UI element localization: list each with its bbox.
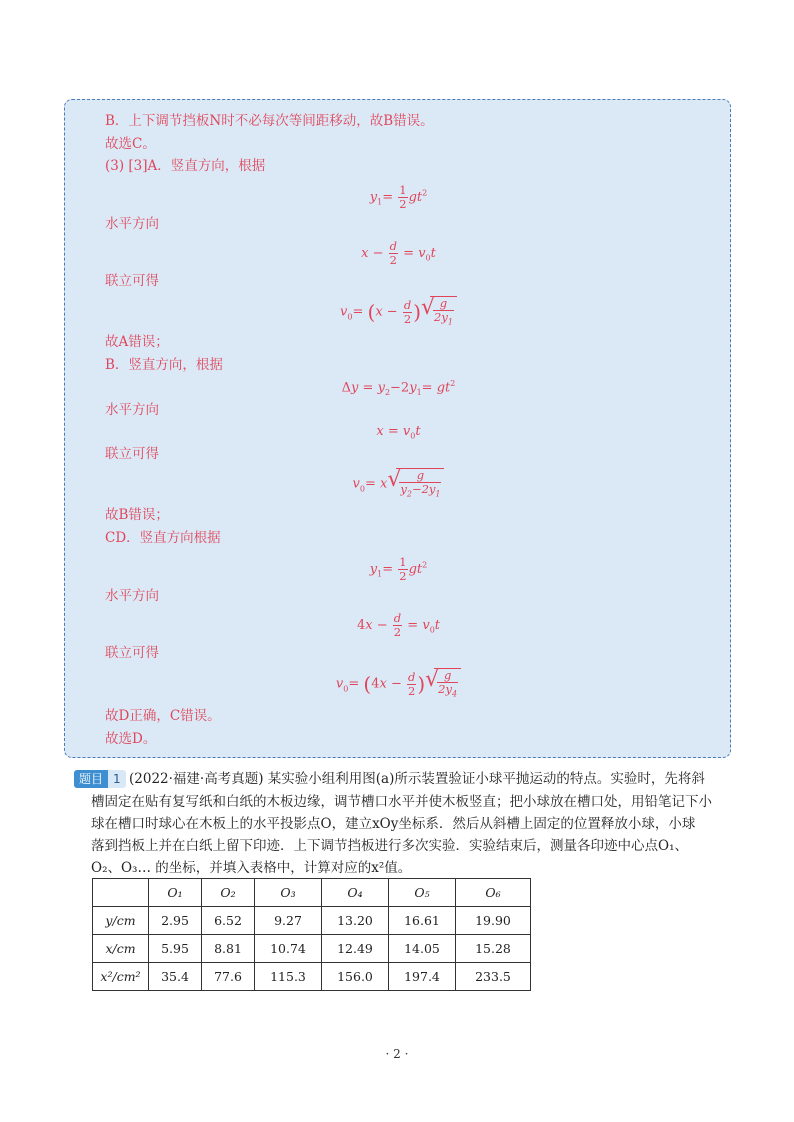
- table-header-row: [93, 879, 531, 907]
- data-table: [92, 878, 531, 991]
- table-header-cell: O₂: [202, 879, 255, 907]
- table-cell: 12.49: [322, 935, 389, 963]
- table-cell: 5.95: [149, 935, 202, 963]
- solution-line: 联立可得: [105, 273, 159, 289]
- table-row: [93, 935, 531, 963]
- problem-line: O₂、O₃… 的坐标，并填入表格中，计算对应的x²值。: [91, 860, 412, 876]
- solution-line: 故A错误；: [105, 334, 169, 350]
- table-cell: 156.0: [322, 963, 389, 991]
- solution-line: 联立可得: [105, 446, 159, 462]
- page-number: · 2 ·: [385, 1047, 409, 1061]
- formula-dy: $\Delta y = y_2-2y_1= gt^2$: [341, 379, 456, 397]
- solution-line: B．上下调节挡板N时不必每次等间距移动，故B错误。: [105, 113, 434, 129]
- solution-line: (3) [3]A．竖直方向，根据: [105, 158, 266, 174]
- table-cell: 77.6: [202, 963, 255, 991]
- problem-line: 球在槽口时球心在木板上的水平投影点O，建立xOy坐标系．然后从斜槽上固定的位置释放小球，小球: [91, 816, 696, 832]
- table-cell: 6.52: [202, 907, 255, 935]
- solution-line: 水平方向: [105, 588, 159, 604]
- table-cell: 16.61: [389, 907, 456, 935]
- table-cell: 233.5: [456, 963, 531, 991]
- table-cell: 197.4: [389, 963, 456, 991]
- table-cell: 15.28: [456, 935, 531, 963]
- table-cell: 10.74: [255, 935, 322, 963]
- table-row-label: x/cm: [93, 935, 149, 963]
- table-header-cell: O₄: [322, 879, 389, 907]
- formula-x-b: $x = v_0t$: [376, 424, 421, 441]
- problem-tag-number: 1: [108, 770, 126, 788]
- table-header-cell: O₃: [255, 879, 322, 907]
- table-cell: 14.05: [389, 935, 456, 963]
- formula-v0-a: $v_0= (x$ − $\frac{d}{2}$ ) √ $\frac{g}{2y_1}$: [65, 296, 732, 328]
- table-row-label: x²/cm²: [93, 963, 149, 991]
- solution-line: 故B错误；: [105, 507, 169, 523]
- table-cell: 9.27: [255, 907, 322, 935]
- table-cell: 19.90: [456, 907, 531, 935]
- solution-line: 故D正确，C错误。: [105, 708, 221, 724]
- table-cell: 35.4: [149, 963, 202, 991]
- problem-tag: [74, 770, 126, 788]
- problem-line: (2022·福建·高考真题) 某实验小组利用图(a)所示装置验证小球平抛运动的特点。实验时，先将斜: [129, 771, 705, 787]
- solution-box: [64, 99, 731, 758]
- formula-y1-cd: $y_1=$ $\frac{1}{2}$ $gt^2$: [369, 555, 428, 583]
- table-header-cell: O₁: [149, 879, 202, 907]
- solution-line: 水平方向: [105, 216, 159, 232]
- solution-line: CD．竖直方向根据: [105, 530, 221, 546]
- formula-v0-b: $v_0= x$ √ $\frac{g}{y_2-2y_1}$: [65, 468, 732, 500]
- table-row: [93, 907, 531, 935]
- problem-line: 槽固定在贴有复写纸和白纸的木板边缘，调节槽口水平并使木板竖直；把小球放在槽口处，用铅笔记下小: [91, 794, 712, 810]
- table-cell: 13.20: [322, 907, 389, 935]
- formula-y1: $y_1=$ $\frac{1}{2}$ $gt^2$: [369, 183, 428, 211]
- table-row: [93, 963, 531, 991]
- solution-line: 故选C。: [105, 136, 156, 152]
- formula-v0-cd: $v_0= (4x$ − $\frac{d}{2}$ ) √ $\frac{g}{2y_4}$: [65, 668, 732, 700]
- solution-line: B．竖直方向，根据: [105, 357, 223, 373]
- solution-line: 水平方向: [105, 402, 159, 418]
- table-cell: 115.3: [255, 963, 322, 991]
- table-cell: 2.95: [149, 907, 202, 935]
- table-cell: 8.81: [202, 935, 255, 963]
- problem-tag-label: 题目: [74, 770, 108, 788]
- table-row-label: y/cm: [93, 907, 149, 935]
- problem-line: 落到挡板上并在白纸上留下印迹．上下调节挡板进行多次实验．实验结束后，测量各印迹中心点O₁、: [91, 838, 688, 854]
- solution-line: 联立可得: [105, 645, 159, 661]
- table-header-cell: O₅: [389, 879, 456, 907]
- table-header-cell: O₆: [456, 879, 531, 907]
- table-header-cell: [93, 879, 149, 907]
- solution-line: 故选D。: [105, 731, 157, 747]
- formula-4x: 4x − $\frac{d}{2}$ = $v_0t$: [356, 611, 441, 639]
- formula-x-a: x − $\frac{d}{2}$ = $v_0t$: [361, 239, 436, 267]
